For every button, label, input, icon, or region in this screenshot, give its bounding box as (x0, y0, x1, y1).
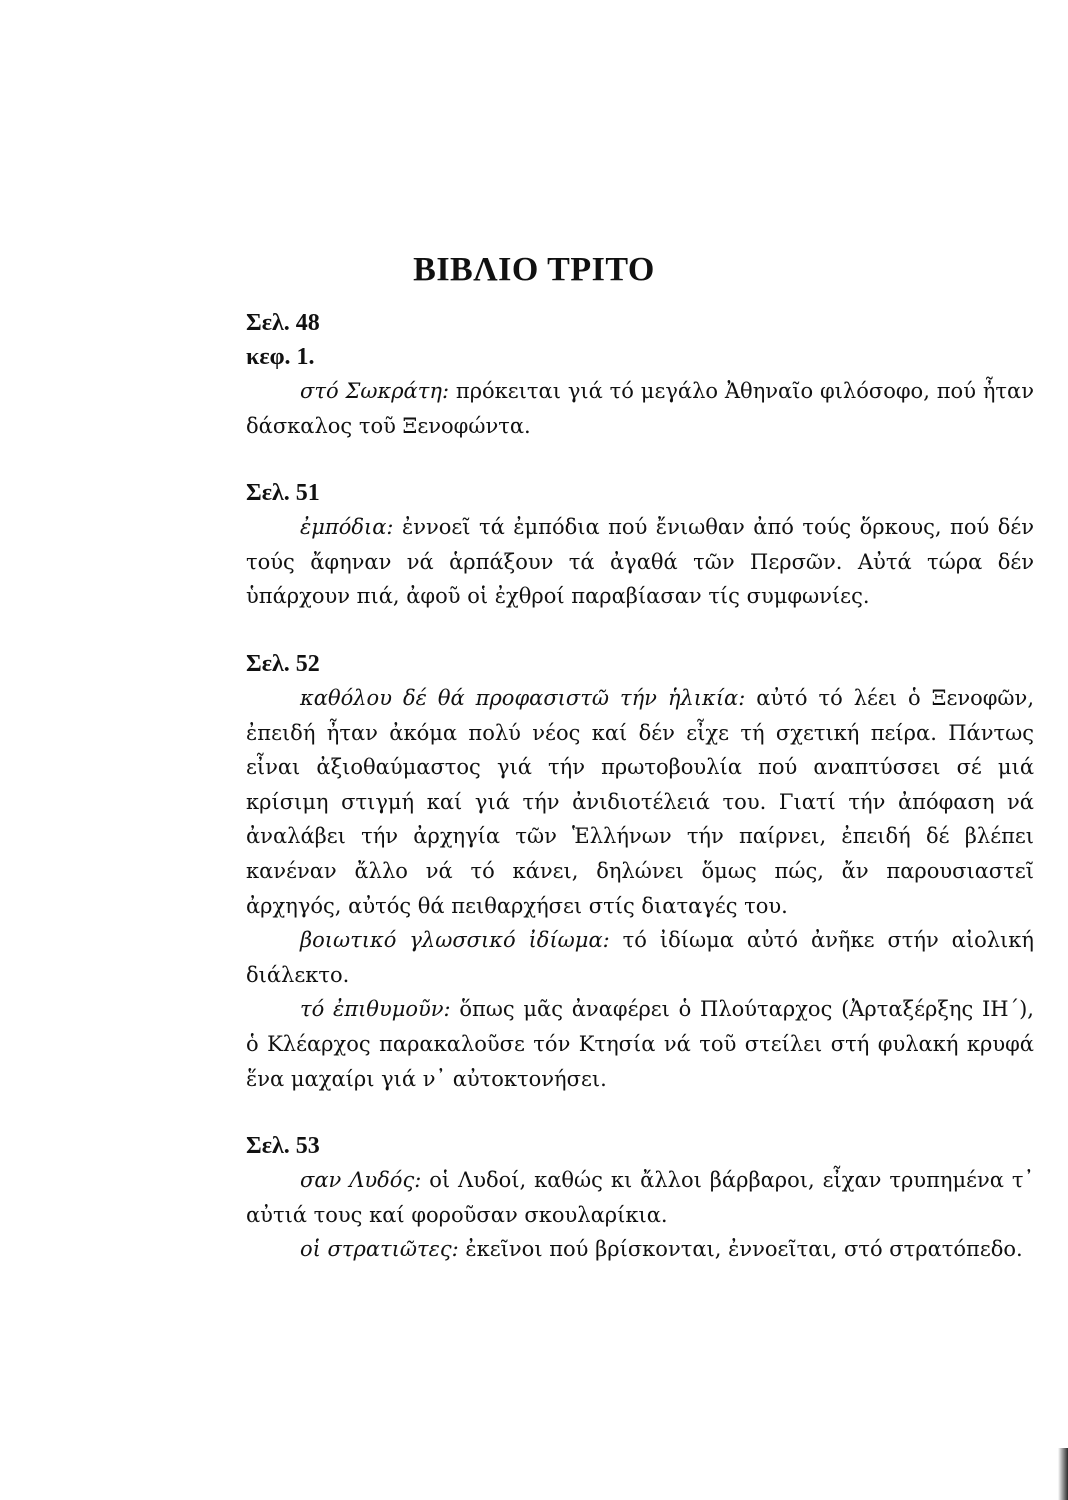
note-section (246, 647, 1034, 1096)
note-term: καθόλου δέ θά προφασιστῶ τήν ἡλικία: (300, 685, 746, 710)
note-term: ἐμπόδια: (300, 515, 394, 540)
page-reference: Σελ. 53 (246, 1133, 320, 1160)
note-text: πρόκειται γιά τό μεγάλο Ἀθηναῖο φιλόσοφο, πού ἦταν δάσκαλος τοῦ Ξενοφώντα. (246, 379, 1034, 438)
scan-edge-shadow (1058, 1448, 1068, 1500)
note-section (246, 306, 1034, 443)
note-paragraph (246, 992, 1034, 1096)
note-section (246, 476, 1034, 614)
note-term: τό ἐπιθυμοῦν: (300, 997, 451, 1022)
note-paragraph (246, 681, 1034, 923)
note-paragraph (246, 1232, 1034, 1267)
note-term: βοιωτικό γλωσσικό ἰδίωμα: (300, 928, 610, 953)
note-text: ἐννοεῖ τά ἐμπόδια πού ἔνιωθαν ἀπό τούς ὅρκους, πού δέν τούς ἄφηναν νά ἁρπάξουν τά ἀγαθά τῶν Περσῶν. Αὐτά τώρα δέν ὑπάρχουν πιά, ἀφοῦ οἱ ἐχθροί παραβίασαν τίς συμφωνίες. (246, 515, 1034, 609)
page-reference: Σελ. 52 (246, 650, 320, 677)
note-section (246, 1129, 1034, 1267)
note-paragraph (246, 1163, 1034, 1232)
note-term: σαν Λυδός: (300, 1168, 422, 1193)
chapter-reference: κεφ. 1. (246, 344, 315, 370)
note-paragraph (246, 510, 1034, 614)
note-text: ὅπως μᾶς ἀναφέρει ὁ Πλούταρχος (Ἀρταξέρξης ΙΗ΄), ὁ Κλέαρχος παρακαλοῦσε τόν Κτησία νά τοῦ στείλει στή φυλακή κρυφά ἕνα μαχαίρι γιά ν᾽ αὐτοκτονήσει. (246, 997, 1034, 1091)
note-text: ἐκεῖνοι πού βρίσκονται, ἐννοεῖται, στό στρατόπεδο. (458, 1237, 1023, 1262)
notes-body (246, 306, 1034, 1300)
note-paragraph (246, 923, 1034, 992)
page-reference: Σελ. 51 (246, 480, 320, 507)
note-paragraph (246, 374, 1034, 443)
note-text: αὐτό τό λέει ὁ Ξενοφῶν, ἐπειδή ἦταν ἀκόμα πολύ νέος καί δέν εἶχε τή σχετική πείρα. Πάντως εἶναι ἀξιοθαύμαστος γιά τήν πρωτοβουλία πού αναπτύσσει σέ μιά κρίσιμη στιγμή καί γιά τήν ἀνιδιοτέλειά του. Γιατί τήν ἀπόφαση νά ἀναλάβει τήν ἀρχηγία τῶν Ἑλλήνων τήν παίρνει, ἐπειδή δέ βλέπει κανέναν ἄλλο νά τό κάνει, δηλώνει ὅμως πώς, ἄν παρουσιαστεῖ ἀρχηγός, αὐτός θά πειθαρχήσει στίς διαταγές του. (246, 685, 1034, 918)
note-term: στό Σωκράτη: (300, 379, 450, 403)
note-text: οἱ Λυδοί, καθώς κι ἄλλοι βάρβαροι, εἶχαν τρυπημένα τ᾽ αὐτιά τους καί φοροῦσαν σκουλαρίκια. (246, 1168, 1034, 1227)
note-text: τό ἰδίωμα αὐτό ἀνῆκε στήν αἰολική διάλεκτο. (246, 928, 1034, 987)
page-title: ΒΙΒΛΙΟ ΤΡΙΤΟ (413, 250, 655, 288)
note-term: οἱ στρατιῶτες: (300, 1237, 459, 1262)
page-reference: Σελ. 48 (246, 310, 320, 336)
